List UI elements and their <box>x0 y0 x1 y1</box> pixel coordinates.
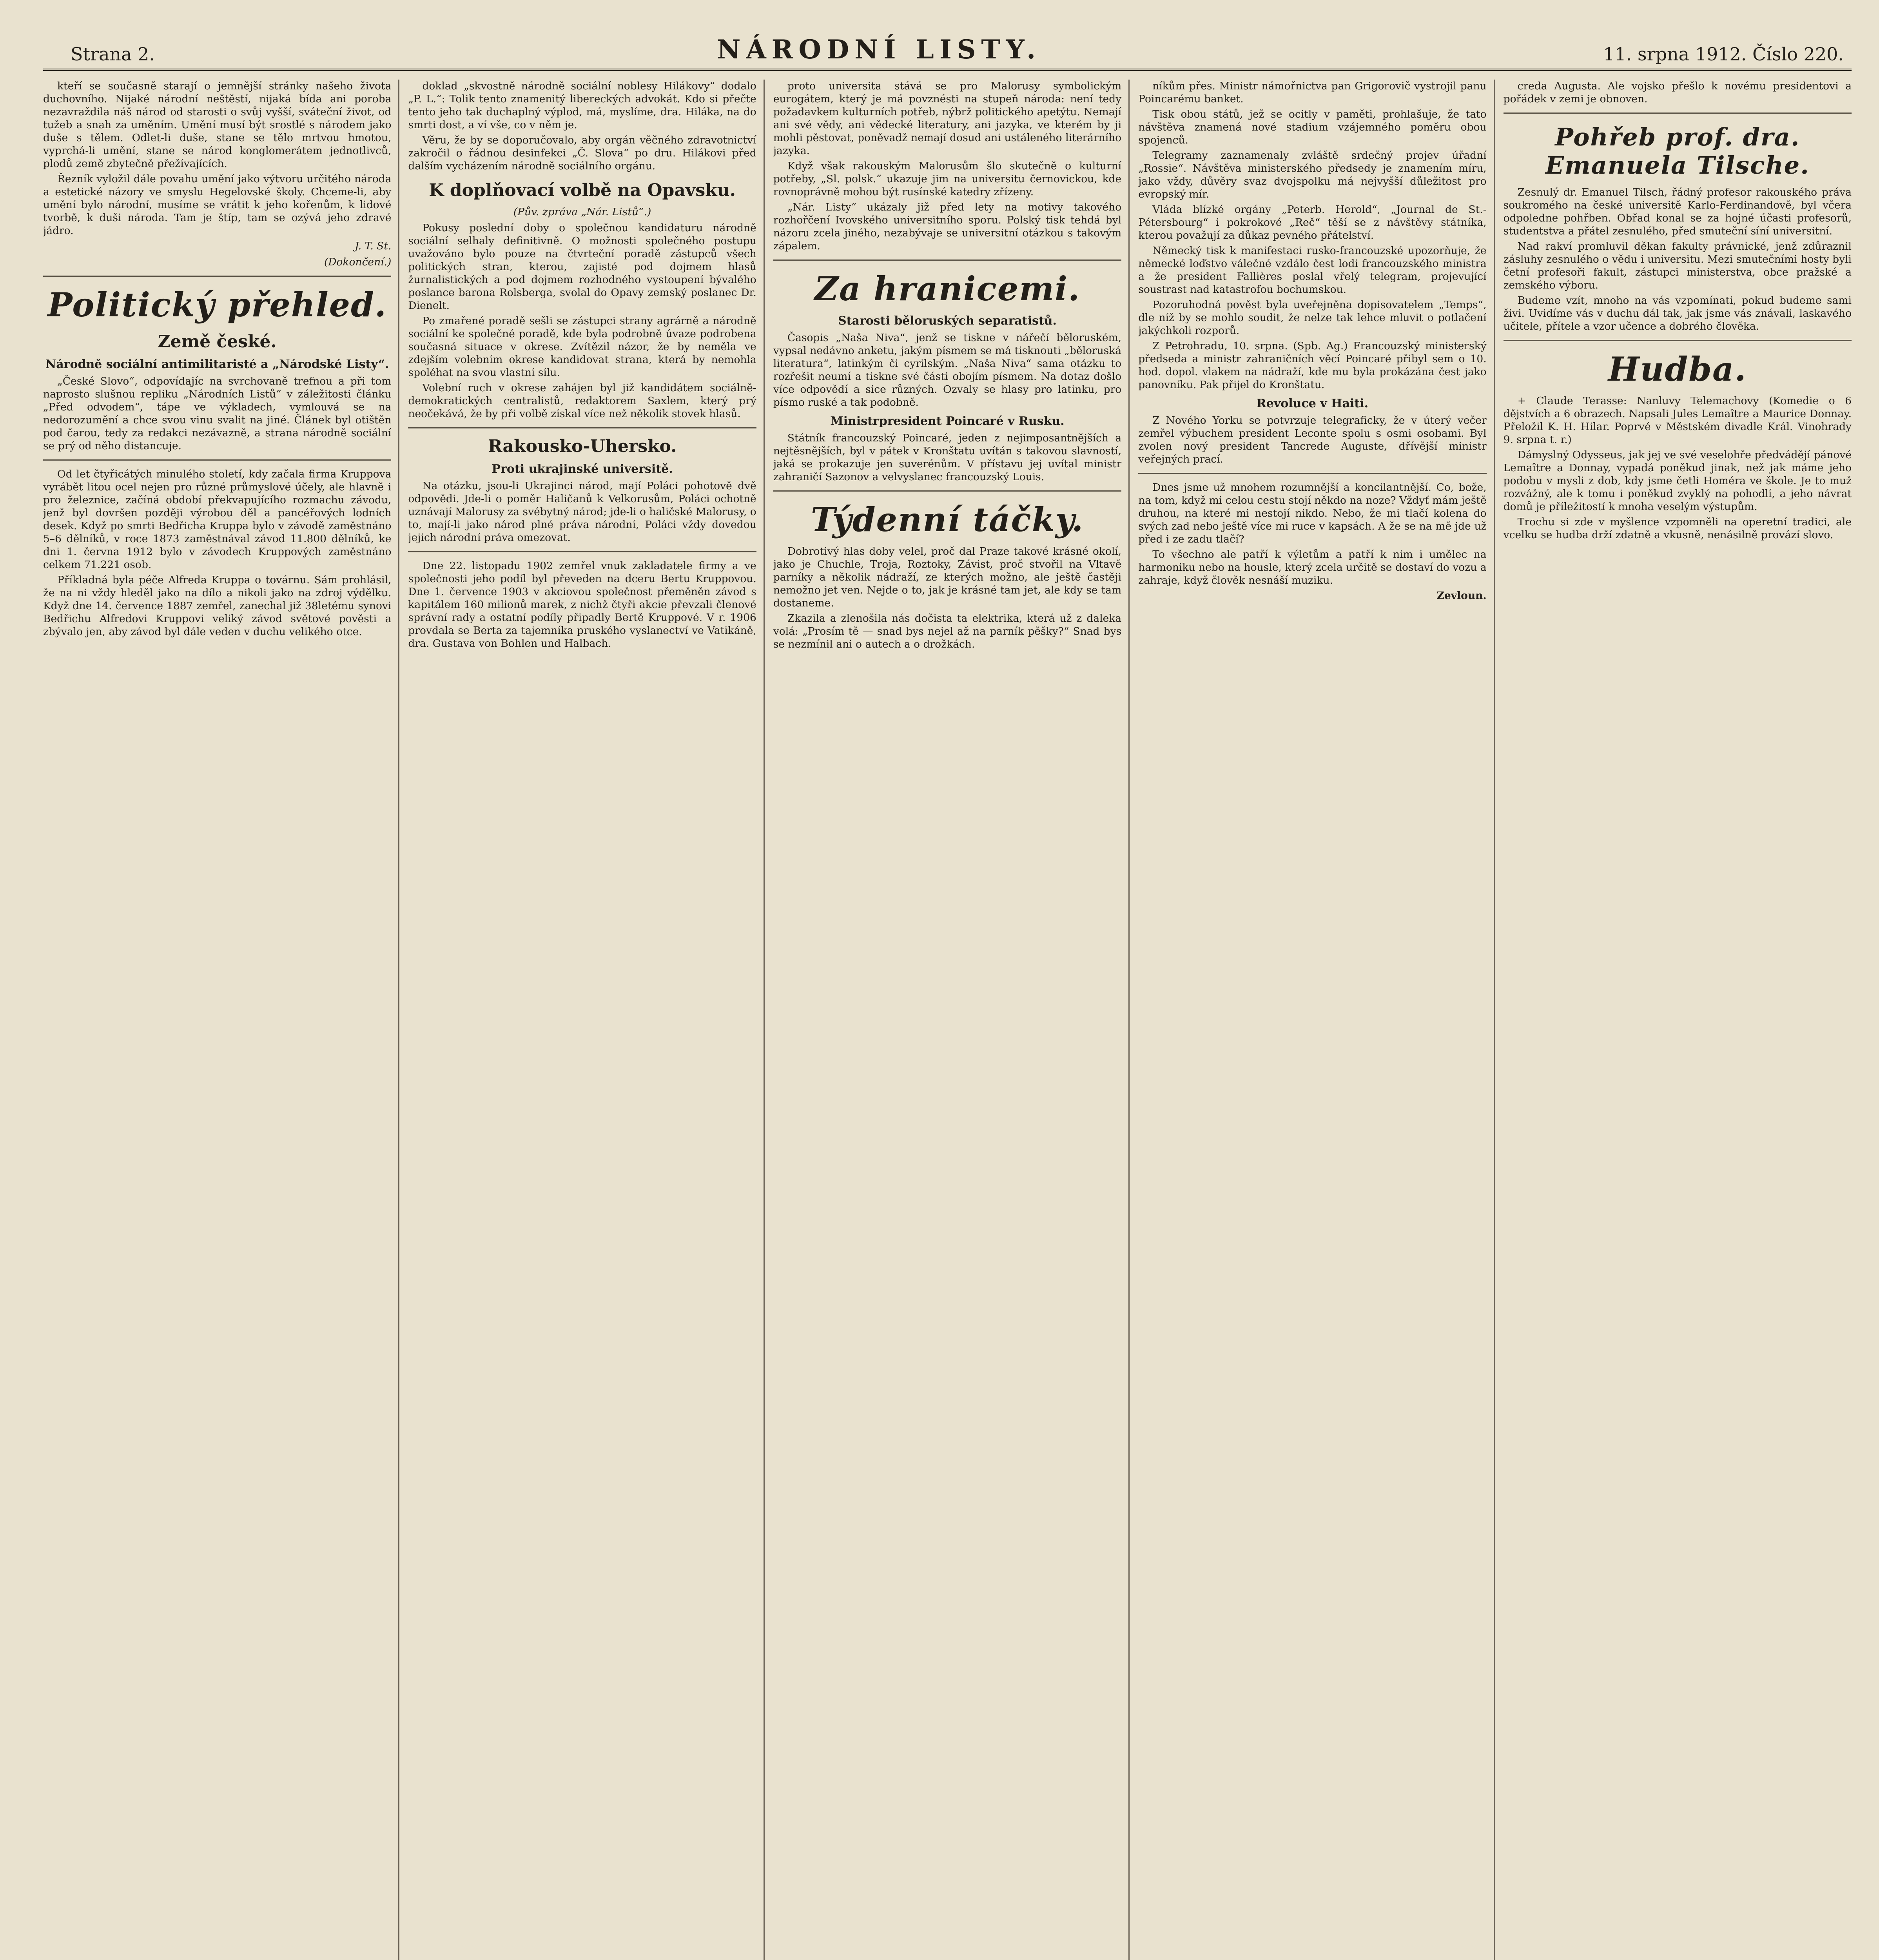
feuilleton-text: Dnes jsme už mnohem rozumnější a koncilantnější. Co, bože, na tom, když mi celou cestu stojí někdo na noze? Vždyť mám ještě druhou, na které mi nestojí nikdo. Nebo, že mi tlačí kolena do svých zad nebo ještě více mi ruce v kapsách. A že se na mě jde už před i ze zadu tlačí? <box>1138 481 1487 545</box>
feuilleton-text: To všechno ale patří k výletům a patří k nim i umělec na harmoniku nebo na housle, který zcela určitě se dostaví do vozu a zahraje, když člověk nesnáší muziku. <box>1138 548 1487 586</box>
divider <box>43 276 391 277</box>
article-text: Dámyslný Odysseus, jak jej ve své veselohře předvádějí pánové Lemaître a Donnay, vypadá poněkud jinak, než jak máme jeho podobu v mysli z dob, kdy jsme četli Homéra ve škole. Je to muž rozvážný, ale k tomu i poněkud zvyklý na pohodlí, a jeho návrat domů je příležitostí k mnoha veselým výstupům. <box>1503 449 1852 513</box>
article-text: Z Nového Yorku se potvrzuje telegraficky, že v úterý večer zemřel výbuchem president Leconte spolu s osmi osobami. Byl zvolen nový president Tancrede Auguste, dřívější ministr veřejných prací. <box>1138 414 1487 465</box>
subheading-antimilitarists: Národně sociální antimilitaristé a „Národské Listy“. <box>45 358 389 371</box>
article-text: Pozoruhodná pověst byla uveřejněna dopisovatelem „Temps“, dle níž by se mohlo soudit, že nelze tak lehce mluvit o potlačení jakýchkoli rozporů. <box>1138 299 1487 337</box>
source-note: (Pův. zpráva „Nár. Listů“.) <box>513 206 651 218</box>
feuilleton-text: Zkazila a zlenošila nás dočista ta elektrika, která už z daleka volá: „Prosím tě — snad bys nejel až na parník pěšky?“ Snad bys se nezmínil ani o autech a o drožkách. <box>773 612 1122 650</box>
subheading-poincare: Ministrpresident Poincaré v Rusku. <box>830 414 1065 428</box>
article-text: „České Slovo“, odpovídajíc na svrchovaně trefnou a při tom naprosto slušnou repliku „Národních Listů“ v záležitosti článku „Před odvodem“, tápe ve výkladech, vymlouvá se na nedorozumění a chce svou vinu svalit na jiné. Článek byl otištěn pod čarou, tedy za redakci nezávazně, a strana národně sociální se prý od něho distancuje. <box>43 375 392 452</box>
section-title-abroad: Za hranicemi. <box>814 269 1081 308</box>
article-text: Telegramy zaznamenaly zvláště srdečný projev úřadní „Rossie“. Návštěva ministerského předsedy je znamením míru, jako vždy, důvěry svaz dvojspolku má nejvyšší důležitost pro evropský mír. <box>1138 149 1487 200</box>
column-4 <box>1138 80 1494 1960</box>
heading-austria-hungary: Rakousko-Uhersko. <box>488 436 677 456</box>
article-text: Budeme vzít, mnoho na vás vzpomínati, pokud budeme sami živi. Uvidíme vás v duchu dál tak, jak jsme vás znávali, laskavého učitele, přítele a vzor učence a dobrého člověka. <box>1503 294 1852 332</box>
column-2 <box>408 80 764 1960</box>
divider <box>773 490 1121 492</box>
article-text: Zesnulý dr. Emanuel Tilsch, řádný profesor rakouského práva soukromého na české universitě Karlo-Ferdinandově, byl včera odpoledne pohřben. Obřad konal se za hojné účasti profesorů, studentstva a přátel zesnulého, před smuteční síní universitní. <box>1503 186 1852 237</box>
article-text: Státník francouzský Poincaré, jeden z nejimposantnějších a nejtěsnějších, byl v pátek v Kronštatu uvítán s takovou slavností, jaká se prokazuje jen suverénům. V přístavu jej uvítal ministr zahraničí Sazonov a velvyslanec francouzský Louis. <box>773 432 1122 483</box>
article-text: Nad rakví promluvil děkan fakulty právnické, jenž zdůraznil zásluhy zesnulého o vědu i universitu. Mezi smutečními hosty byli četní profesoři fakult, zástupci ministerstva, obce pražské a zemského výboru. <box>1503 240 1852 291</box>
divider <box>408 551 756 552</box>
article-text: + Claude Terasse: Nanluvy Telemachovy (Komedie o 6 dějstvích a 6 obrazech. Napsali Jules Lemaître a Maurice Donnay. Přeložil K. H. Hilar. Poprvé v Městském divadle Král. Vinohrady 9. srpna t. r.) <box>1503 395 1852 446</box>
feuilleton-text: Příkladná byla péče Alfreda Kruppa o továrnu. Sám prohlásil, že na ni vždy hleděl jako na dílo a nikoli jako na zdroj výdělku. Když dne 14. července 1887 zemřel, zanechal již 38letému synovi Bedřichu Alfredovi Kruppovi veliký závod světové pověsti a zbývalo jen, aby závod byl dále veden v duchu velikého otce. <box>43 574 392 638</box>
divider <box>408 427 756 428</box>
section-title-politics: Politický přehled. <box>47 285 387 324</box>
article-text: Volební ruch v okrese zahájen byl již kandidátem sociálně-demokratických centralistů, redaktorem Saxlem, který prý neočekává, že by při volbě získal více než několik stovek hlasů. <box>408 382 756 420</box>
article-text: „Nár. Listy“ ukázaly již před lety na motivy takového rozhořčení Ivovského universitního sporu. Polský tisk tehdá byl názoru zcela jiného, nezabývaje se universitní otázkou s takovým zápalem. <box>773 201 1122 252</box>
article-text: Trochu si zde v myšlence vzpomněli na operetní tradici, ale vcelku se hudba drží zdatně a vkusně, nenásilně provází slovo. <box>1503 516 1852 541</box>
article-text: Řezník vyložil dále povahu umění jako výtvoru určitého národa a estetické názory ve smyslu Hegelovské školy. Chceme-li, aby umění bylo národní, musíme se vrátit k jeho kořenům, k lidové tvorbě, k duši národa. Tam je štíp, tam se ozývá jeho zdravé jádro. <box>43 173 392 237</box>
divider <box>43 459 391 461</box>
article-text: Na otázku, jsou-li Ukrajinci národ, mají Poláci pohotově dvě odpovědi. Jde-li o poměr Haličanů k Velkorusům, Poláci ochotně uznávají Malorusy za svébytný národ; jde-li o haličské Malorusy, o to, mají-li jako národ plné práva národní, Poláci vždy dovedou jejich národní práva omezovat. <box>408 480 756 544</box>
article-text: Německý tisk k manifestaci rusko-francouzské upozorňuje, že německé loďstvo válečné vzdálo čest lodi francouzského ministra a že president Fallières poslal vřelý telegram, projevující soustrast nad katastrofou bochumskou. <box>1138 245 1487 296</box>
article-text: Když však rakouským Malorusům šlo skutečně o kulturní potřeby, „Sl. polsk.“ ukazuje jim na universitu černovickou, kde rovnoprávně mohou být rusínské katedry zřízeny. <box>773 160 1122 198</box>
article-text: proto universita stává se pro Malorusy symbolickým eurogátem, který je má povznésti na stupeň národa: není tedy požadavkem kulturních potřeb, nýbrž politického apetýtu. Nemají ani své vědy, ani vědecké literatury, ani jazyka, ve kterém by ji mohli pěstovat, poněvadž nemají dosud ani ustáleného literárního jazyka. <box>773 80 1122 157</box>
continuation-note: (Dokončení.) <box>324 256 392 268</box>
heading-czech-lands: Země české. <box>158 332 277 352</box>
article-text: kteří se současně starají o jemnější stránky našeho života duchovního. Nijaké národní neštěstí, nijaká bída ani poroba nezavraždila náš národ od starosti o svůj vyšší, sváteční život, od tužeb a snah za uměním. Umění musí být srostlé s národem jako duše s tělem. Odlet-li duše, stane se tělo mrtvou hmotou, vyprchá-li umění, stane se národ konglomerátem jednotlivců, plodů země zbytečně přežívajících. <box>43 80 392 170</box>
issue-date: 11. srpna 1912. Číslo 220. <box>1603 44 1844 65</box>
divider <box>1138 473 1486 474</box>
subheading-belarusian: Starosti běloruských separatistů. <box>838 314 1057 328</box>
columns <box>43 80 1852 1960</box>
author-initials: J. T. St. <box>355 240 392 252</box>
section-title-weekly: Týdenní táčky. <box>811 500 1084 539</box>
article-text: Tisk obou států, jež se ocitly v paměti, prohlašuje, že tato návštěva znamená nové stadium vzájemného poměru obou spojenců. <box>1138 108 1487 146</box>
feuilleton-text: Od let čtyřicátých minulého století, kdy začala firma Kruppova vyrábět litou ocel nejen pro různé průmyslové účely, ale hlavně i pro železnice, začíná období překvapujícího rozmachu závodu, jenž byl dovršen později výrobou děl a pancéřových lodních desek. Když po smrti Bedřicha Kruppa bylo v závodě zaměstnáno 5–6 dělníků, v roce 1873 zaměstnával závod 11.800 dělníků, ke dni 1. června 1912 bylo v závodech Kruppových zaměstnáno celkem 71.221 osob. <box>43 468 392 571</box>
article-text: Časopis „Naša Niva“, jenž se tiskne v nářečí běloruském, vypsal nedávno anketu, jakým písmem se má tisknouti „běloruská literatura“, latinkým či cyrilským. „Naša Niva“ sama otázku to rozřešit neumí a tiskne své části obojím písmem. Na dotaz došlo více odpovědí a sice různých. Ozvaly se hlasy pro latinku, pro písmo ruské a tak podobně. <box>773 332 1122 408</box>
article-text: Pokusy poslední doby o společnou kandidaturu národně sociální selhaly definitivně. O možnosti společného postupu uvažováno bylo pouze na čtvrteční poradě zástupců všech politických stran, kterou, zajisté pod dojmem hlasů žurnalistických a pod dojmem rozhodného vystoupení bývalého poslance barona Rolsberga, svolal do Opavy zemský poslanec Dr. Dienelt. <box>408 222 756 312</box>
heading-funeral: Pohřeb prof. dra. Emanuela Tilsche. <box>1545 123 1810 180</box>
page-number-label: Strana 2. <box>71 44 155 65</box>
article-text: Věru, že by se doporučovalo, aby orgán věčného zdravotnictví zakročil o řádnou desinfekci „Č. Slova“ po dru. Hilákovi před dalším vycházením národně sociálního orgánu. <box>408 134 756 172</box>
article-text: creda Augusta. Ale vojsko přešlo k novému presidentovi a pořádek v zemi je obnoven. <box>1503 80 1852 105</box>
subheading-haiti: Revoluce v Haiti. <box>1256 397 1369 410</box>
divider <box>1504 340 1852 341</box>
feuilleton-text: Dne 22. listopadu 1902 zemřel vnuk zakladatele firmy a ve společnosti jeho podíl byl převeden na dceru Bertu Kruppovou. Dne 1. července 1903 v akciovou společnost přeměněn závod s kapitálem 160 milionů marek, z nichž čtyři akcie převzali členové správní rady a ostatní podíly připadly Bertě Kruppové. V r. 1906 provdala se Berta za tajemníka pruského vyslanectví ve Vatikáně, dra. Gustava von Bohlen und Halbach. <box>408 560 756 650</box>
heading-opava-election: K doplňovací volbě na Opavsku. <box>429 180 736 200</box>
article-text: Vláda blízké orgány „Peterb. Herold“, „Journal de St.-Pétersbourg“ i pokrokové „Reč“ těší se z návštěvy státníka, kterou považují za důkaz pevného přátelství. <box>1138 203 1487 241</box>
article-text: níkům přes. Ministr námořnictva pan Grigorovič vystrojil panu Poincarému banket. <box>1138 80 1487 105</box>
article-text: Po zmařené poradě sešli se zástupci strany agrárně a národně sociální ke společné poradě, kde byla podrobně úvaze podrobena současná situace v okrese. Zvítězil názor, že by neměla ve zdejším volebním okrese kandidovat strana, která by nemohla spoléhat na svou vlastní sílu. <box>408 315 756 379</box>
masthead <box>43 20 1852 71</box>
subheading-ukrainian-university: Proti ukrajinské universitě. <box>492 462 673 476</box>
column-3 <box>773 80 1130 1960</box>
section-title-music: Hudba. <box>1608 350 1747 388</box>
divider <box>1504 113 1852 114</box>
column-5 <box>1504 80 1852 1960</box>
newspaper-title: NÁRODNÍ LISTY. <box>717 34 1041 65</box>
article-text: Z Petrohradu, 10. srpna. (Spb. Ag.) Francouzský ministerský předseda a ministr zahraničních věcí Poincaré přibyl sem o 10. hod. dopol. vlakem na nádraží, kde mu byla prokázána čest jako panovníku. Pak přijel do Kronštatu. <box>1138 340 1487 391</box>
divider <box>773 260 1121 261</box>
feuilleton-text: Dobrotivý hlas doby velel, proč dal Praze takové krásné okolí, jako je Chuchle, Troja, Roztoky, Závist, proč stvořil na Vltavě parníky a několik nádraží, ze kterých možno, ale ještě častěji nemožno jet ven. Nejde o to, jak je krásné tam jet, ale kdy se tam dostaneme. <box>773 545 1122 609</box>
feuilleton-signature: Zevloun. <box>1436 590 1487 602</box>
column-1 <box>43 80 399 1960</box>
article-text: doklad „skvostně národně sociální noblesy Hilákovy“ dodalo „P. L.“: Tolik tento znamenitý libereckých advokát. Kdo si přečte tento jeho tak duchaplný výplod, má, myslíme, dra. Hiláka, na do smrti dost, a ví vše, co v něm je. <box>408 80 756 131</box>
